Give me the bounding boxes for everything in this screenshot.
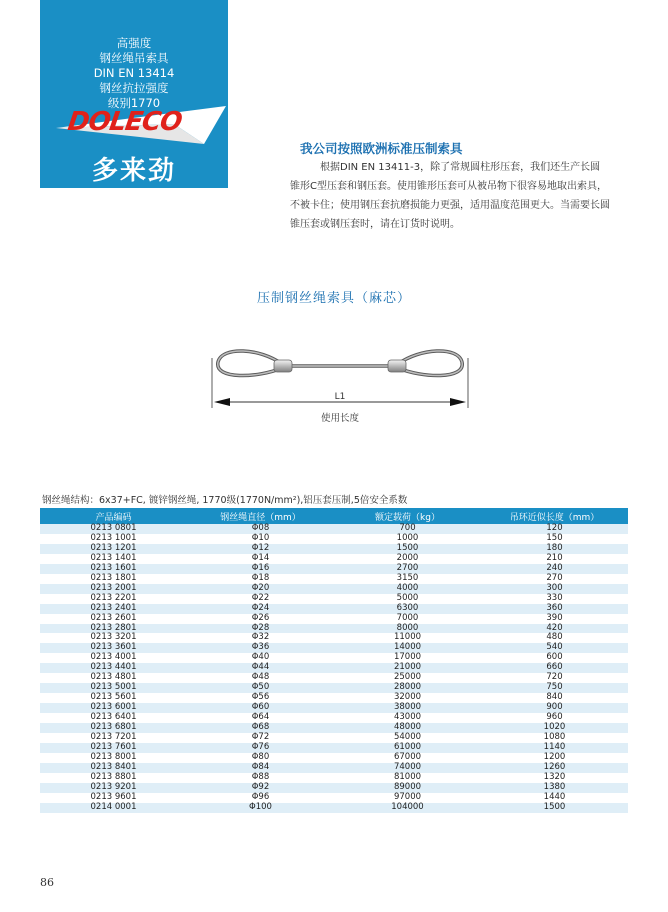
table-cell: Φ68: [187, 723, 334, 733]
table-cell: 104000: [334, 803, 481, 813]
table-cell: 960: [481, 713, 628, 723]
table-cell: 89000: [334, 783, 481, 793]
rope-spec-text: 钢丝绳结构：6x37+FC, 镀锌钢丝绳, 1770级(1770N/mm²),铝压套压制,5倍安全系数: [42, 495, 408, 506]
table-cell: 0213 0801: [40, 524, 187, 534]
table-cell: 420: [481, 624, 628, 634]
table-cell: 6300: [334, 604, 481, 614]
table-cell: Φ24: [187, 604, 334, 614]
page-number: 86: [40, 876, 54, 889]
table-cell: 0213 9601: [40, 793, 187, 803]
table-cell: 0213 7601: [40, 743, 187, 753]
table-cell: Φ26: [187, 614, 334, 624]
header-line: DIN EN 13414: [93, 66, 175, 80]
sling-diagram: [200, 338, 480, 428]
table-cell: 180: [481, 544, 628, 554]
table-cell: 1320: [481, 773, 628, 783]
table-cell: 0213 9201: [40, 783, 187, 793]
doleco-logo: [54, 104, 230, 146]
table-cell: 0213 6401: [40, 713, 187, 723]
table-cell: 1020: [481, 723, 628, 733]
table-cell: 1080: [481, 733, 628, 743]
table-cell: 0213 3601: [40, 643, 187, 653]
table-cell: 330: [481, 594, 628, 604]
table-cell: Φ56: [187, 693, 334, 703]
header-line: 级别1770: [107, 96, 161, 110]
table-cell: 0213 4001: [40, 653, 187, 663]
table-cell: 0213 2401: [40, 604, 187, 614]
table-cell: 28000: [334, 683, 481, 693]
table-cell: Φ10: [187, 534, 334, 544]
table-cell: 720: [481, 673, 628, 683]
col-header-load: 额定载荷（kg）: [334, 508, 481, 524]
table-cell: Φ12: [187, 544, 334, 554]
table-cell: 540: [481, 643, 628, 653]
table-cell: 0213 8401: [40, 763, 187, 773]
table-cell: Φ84: [187, 763, 334, 773]
table-cell: 0213 2201: [40, 594, 187, 604]
table-cell: 11000: [334, 633, 481, 643]
table-cell: 43000: [334, 713, 481, 723]
table-cell: Φ60: [187, 703, 334, 713]
table-cell: 0213 4801: [40, 673, 187, 683]
table-header-row: [40, 508, 628, 524]
table-cell: 74000: [334, 763, 481, 773]
table-cell: Φ18: [187, 574, 334, 584]
table-cell: 0213 7201: [40, 733, 187, 743]
table-cell: 0213 2801: [40, 624, 187, 634]
logo-text: DOLECO: [65, 107, 184, 137]
table-cell: 1000: [334, 534, 481, 544]
table-cell: Φ72: [187, 733, 334, 743]
col-header-length: 吊环近似长度（mm）: [481, 508, 628, 524]
table-cell: Φ80: [187, 753, 334, 763]
table-cell: 21000: [334, 663, 481, 673]
table-cell: 32000: [334, 693, 481, 703]
table-cell: Φ28: [187, 624, 334, 634]
table-cell: 8000: [334, 624, 481, 634]
table-cell: 0213 8801: [40, 773, 187, 783]
table-cell: 3150: [334, 574, 481, 584]
table-cell: Φ92: [187, 783, 334, 793]
table-cell: 1500: [481, 803, 628, 813]
table-cell: 25000: [334, 673, 481, 683]
table-cell: 54000: [334, 733, 481, 743]
intro-body: 根据DIN EN 13411-3，除了常规圆柱形压套，我们还生产长圆锥形C型压套和钢压套。使用锥形压套可从被吊物下很容易地取出索具，不被卡住；使用钢压套抗磨损能力更强，适用温度范围更大。当需要长圆锥压套或钢压套时，请在订货时说明。: [290, 162, 610, 230]
table-cell: Φ36: [187, 643, 334, 653]
table-cell: Φ20: [187, 584, 334, 594]
table-cell: 0213 6001: [40, 703, 187, 713]
table-cell: 480: [481, 633, 628, 643]
table-cell: 660: [481, 663, 628, 673]
table-cell: 0213 5601: [40, 693, 187, 703]
table-row: [40, 803, 628, 813]
table-body: [40, 524, 628, 813]
table-cell: 0213 2001: [40, 584, 187, 594]
table-cell: 0213 2601: [40, 614, 187, 624]
header-line: 钢丝抗拉强度: [99, 81, 169, 95]
table-cell: 270: [481, 574, 628, 584]
table-cell: 240: [481, 564, 628, 574]
table-cell: 1500: [334, 544, 481, 554]
col-header-code: 产品编码: [40, 508, 187, 524]
table-cell: 0213 8001: [40, 753, 187, 763]
table-cell: Φ22: [187, 594, 334, 604]
table-cell: 0213 4401: [40, 663, 187, 673]
table-cell: 1440: [481, 793, 628, 803]
table-cell: 38000: [334, 703, 481, 713]
section-title: 压制钢丝绳索具（麻芯）: [256, 291, 411, 306]
table-cell: 61000: [334, 743, 481, 753]
table-cell: 0213 1401: [40, 554, 187, 564]
table-cell: Φ44: [187, 663, 334, 673]
table-cell: Φ76: [187, 743, 334, 753]
table-cell: Φ88: [187, 773, 334, 783]
table-cell: 0213 1601: [40, 564, 187, 574]
table-cell: 360: [481, 604, 628, 614]
table-cell: 81000: [334, 773, 481, 783]
table-cell: 0213 3201: [40, 633, 187, 643]
table-cell: Φ16: [187, 564, 334, 574]
table-cell: 2700: [334, 564, 481, 574]
table-cell: 1140: [481, 743, 628, 753]
header-line: 钢丝绳吊索具: [99, 51, 169, 65]
table-cell: 5000: [334, 594, 481, 604]
intro-title: 我公司按照欧洲标准压制索具: [300, 141, 463, 156]
table-cell: 97000: [334, 793, 481, 803]
table-cell: 0213 6801: [40, 723, 187, 733]
table-cell: Φ50: [187, 683, 334, 693]
header-banner: [40, 0, 228, 188]
table-cell: Φ32: [187, 633, 334, 643]
table-cell: Φ100: [187, 803, 334, 813]
table-cell: Φ08: [187, 524, 334, 534]
table-cell: 750: [481, 683, 628, 693]
length-label: L1: [334, 392, 346, 402]
header-lines: [40, 36, 228, 111]
table-cell: 900: [481, 703, 628, 713]
table-cell: 4000: [334, 584, 481, 594]
length-caption: 使用长度: [320, 413, 360, 424]
table-cell: 48000: [334, 723, 481, 733]
product-table: [40, 508, 628, 813]
table-cell: 14000: [334, 643, 481, 653]
table-cell: 700: [334, 524, 481, 534]
table-cell: 1200: [481, 753, 628, 763]
table-cell: 600: [481, 653, 628, 663]
table-cell: 840: [481, 693, 628, 703]
brand-name-cn: 多来劲: [91, 156, 176, 186]
header-line: 高强度: [116, 36, 152, 50]
table-cell: 390: [481, 614, 628, 624]
table-cell: 0213 1201: [40, 544, 187, 554]
table-cell: 0213 1001: [40, 534, 187, 544]
table-cell: 300: [481, 584, 628, 594]
table-cell: 1380: [481, 783, 628, 793]
table-cell: 0214 0001: [40, 803, 187, 813]
table-cell: 2000: [334, 554, 481, 564]
table-cell: 120: [481, 524, 628, 534]
table-cell: 7000: [334, 614, 481, 624]
table-cell: 0213 1801: [40, 574, 187, 584]
table-cell: 17000: [334, 653, 481, 663]
table-cell: 0213 5001: [40, 683, 187, 693]
table-cell: 1260: [481, 763, 628, 773]
table-cell: 150: [481, 534, 628, 544]
table-cell: Φ40: [187, 653, 334, 663]
col-header-diameter: 钢丝绳直径（mm）: [187, 508, 334, 524]
table-cell: Φ64: [187, 713, 334, 723]
table-cell: 210: [481, 554, 628, 564]
table-cell: Φ14: [187, 554, 334, 564]
table-cell: 67000: [334, 753, 481, 763]
wire-rope-sling-icon: [200, 338, 480, 428]
table-cell: Φ96: [187, 793, 334, 803]
table-cell: Φ48: [187, 673, 334, 683]
